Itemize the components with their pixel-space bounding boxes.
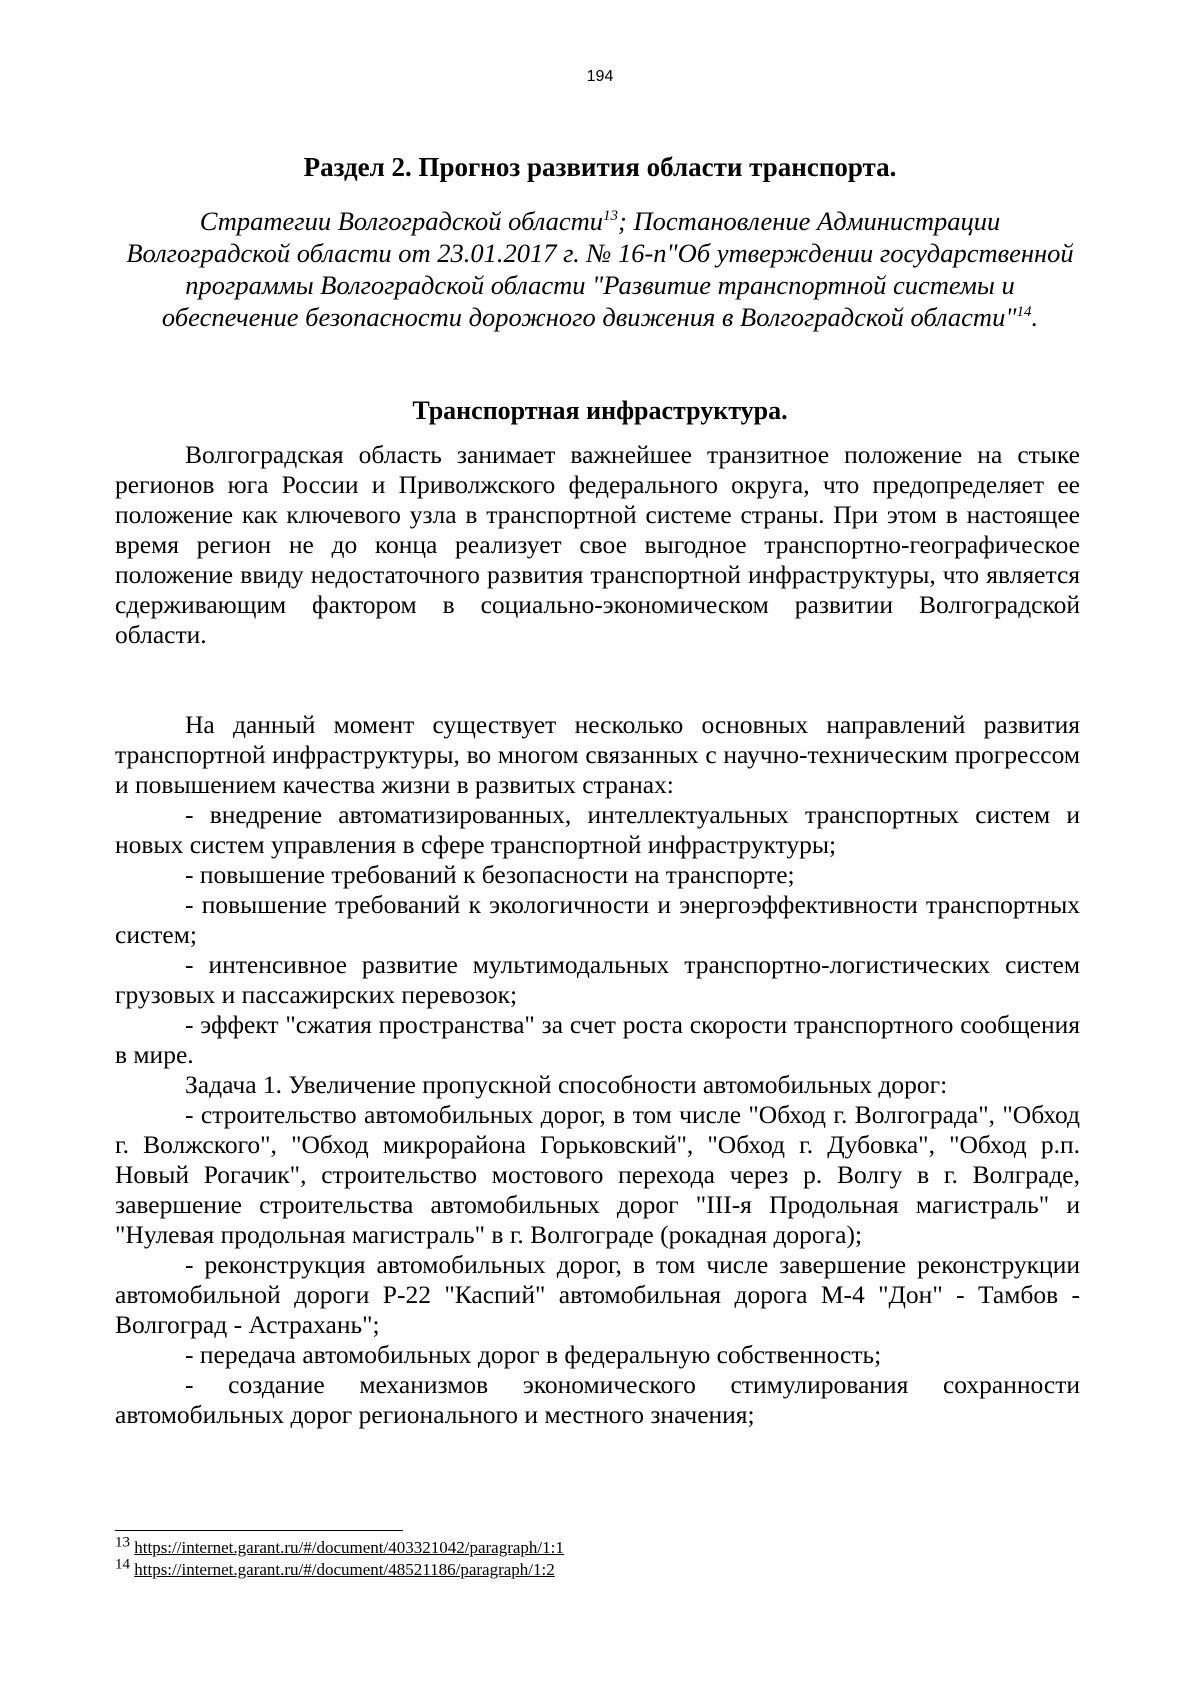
footnotes — [115, 1534, 1015, 1581]
list-item: - реконструкция автомобильных дорог, в том числе завершение реконструкции автомобильной дороги Р-22 "Каспий" автомобильная дорога М-4 "Дон" - Тамбов - Волгоград - Астрахань"; — [115, 1250, 1080, 1339]
body-block-2 — [115, 710, 1080, 1430]
footnote-ref-14[interactable]: 14 — [1016, 304, 1032, 321]
footnote-link[interactable]: https://internet.garant.ru/#/document/403321042/paragraph/1:1 — [134, 1538, 564, 1557]
footnote-13 — [115, 1534, 1015, 1559]
subtitle-sources — [115, 205, 1085, 333]
list-item: - создание механизмов экономического стимулирования сохранности автомобильных дорог регионального и местного значения; — [115, 1370, 1080, 1429]
list-item: - эффект "сжатия пространства" за счет роста скорости транспортного сообщения в мире. — [115, 1010, 1080, 1069]
body-block-1 — [115, 440, 1080, 650]
list-item: - повышение требований к экологичности и энергоэффективности транспортных систем; — [115, 890, 1080, 949]
section-title: Раздел 2. Прогноз развития области транспорта. — [303, 152, 897, 182]
footnote-ref-13[interactable]: 13 — [603, 208, 619, 225]
paragraph: Волгоградская область занимает важнейшее транзитное положение на стыке регионов юга России и Приволжского федерального округа, что предопределяет ее положение как ключевого узла в транспортной системе страны. При этом в настоящее время регион не до конца реализует свое выгодное транспортно-географическое положение ввиду недостаточного развития транспортной инфраструктуры, что является сдерживающим фактором в социально-экономическом развитии Волгоградской области. — [115, 440, 1080, 649]
subtitle-text-3: . — [1031, 302, 1039, 332]
subtitle-text-2: ; Постановление Администрации Волгоградской области от 23.01.2017 г. № 16-п"Об утверждении государственной программы Волгоградской области "Развитие транспортной системы и обеспечение безопасности дорожного движения в Волгоградской области" — [126, 206, 1074, 332]
footnote-number: 14 — [115, 1556, 130, 1573]
page-number: 194 — [586, 68, 614, 85]
footnote-link[interactable]: https://internet.garant.ru/#/document/48521186/paragraph/1:2 — [134, 1560, 555, 1579]
list-item: - строительство автомобильных дорог, в том числе "Обход г. Волгограда", "Обход г. Волжского", "Обход микрорайона Горьковский", "Обход г. Дубовка", "Обход р.п. Новый Рогачик", строительство мостового перехода через р. Волгу в г. Волграде, завершение строительства автомобильных дорог "III-я Продольная магистраль" и "Нулевая продольная магистраль" в г. Волгограде (рокадная дорога); — [115, 1100, 1080, 1249]
footnote-separator — [115, 1530, 403, 1531]
list-item: - повышение требований к безопасности на транспорте; — [185, 860, 795, 889]
subsection-heading: Транспортная инфраструктура. — [412, 396, 788, 425]
task-heading: Задача 1. Увеличение пропускной способности автомобильных дорог: — [185, 1070, 948, 1099]
list-item: - интенсивное развитие мультимодальных транспортно-логистических систем грузовых и пассажирских перевозок; — [115, 950, 1080, 1009]
list-item: - внедрение автоматизированных, интеллектуальных транспортных систем и новых систем управления в сфере транспортной инфраструктуры; — [115, 800, 1080, 859]
footnote-number: 13 — [115, 1534, 130, 1551]
list-item: - передача автомобильных дорог в федеральную собственность; — [185, 1340, 882, 1369]
footnote-14 — [115, 1556, 1015, 1581]
paragraph: На данный момент существует несколько основных направлений развития транспортной инфраструктуры, во многом связанных с научно-техническим прогрессом и повышением качества жизни в развитых странах: — [115, 710, 1080, 799]
subtitle-text-1: Стратегии Волгоградской области — [199, 206, 604, 236]
